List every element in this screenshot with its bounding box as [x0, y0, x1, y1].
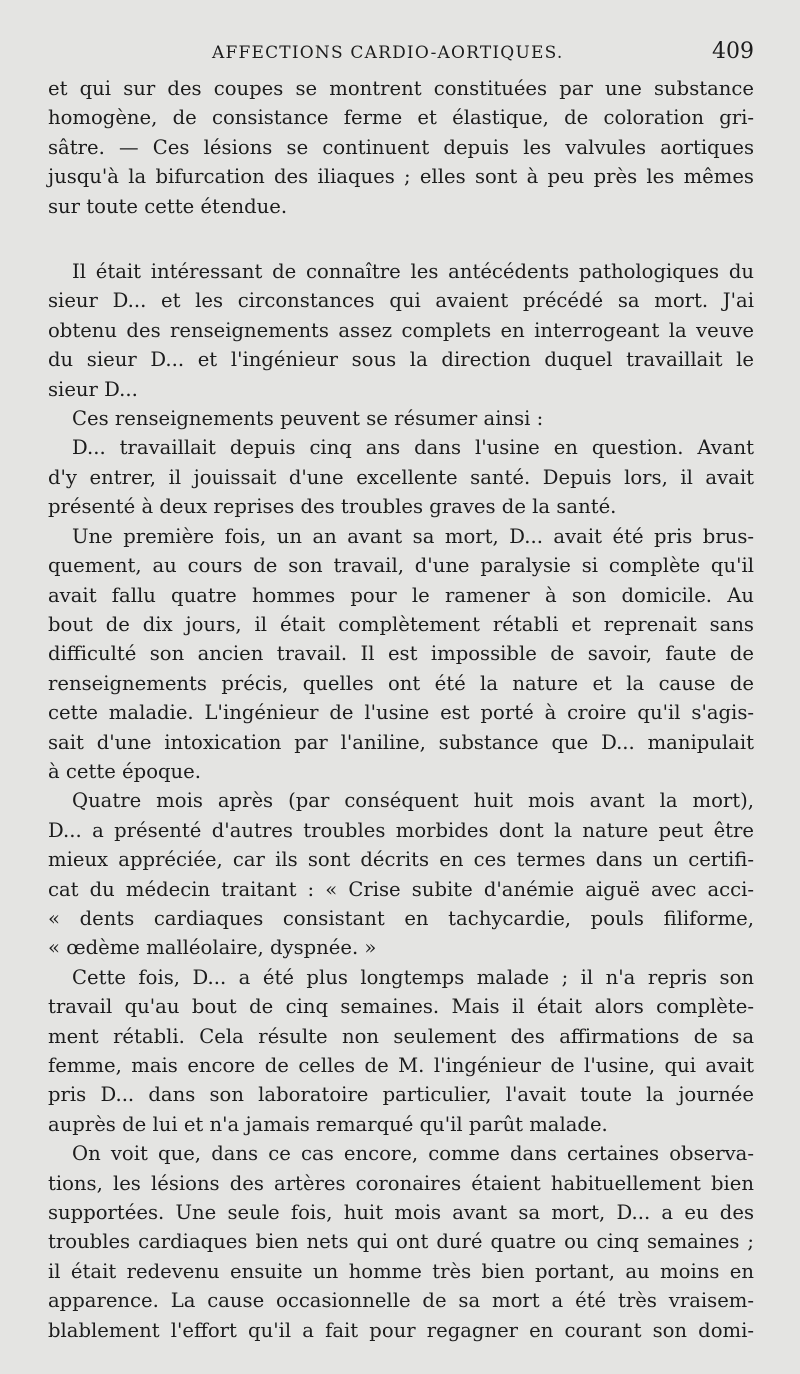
text-line: Une première fois, un an avant sa mort, D... avait été pris brus-	[72, 524, 754, 548]
running-head-title: AFFECTIONS CARDIO-AORTIQUES.	[212, 43, 564, 63]
text-line: cat du médecin traitant : « Crise subite d'anémie aiguë avec acci-	[48, 877, 754, 901]
text-line: « œdème malléolaire, dyspnée. »	[48, 936, 377, 960]
text-line: d'y entrer, il jouissait d'une excellente santé. Depuis lors, il avait	[48, 465, 754, 489]
text-line: blablement l'effort qu'il a fait pour regagner en courant son domi-	[48, 1318, 754, 1342]
text-line: Ces renseignements peuvent se résumer ainsi :	[72, 407, 544, 431]
text-line: du sieur D... et l'ingénieur sous la direction duquel travaillait le	[48, 348, 754, 372]
page-number: 409	[712, 39, 754, 64]
text-line: quement, au cours de son travail, d'une paralysie si complète qu'il	[48, 554, 754, 578]
text-line: obtenu des renseignements assez complets en interrogeant la veuve	[48, 318, 754, 342]
text-line: supportées. Une seule fois, huit mois avant sa mort, D... a eu des	[48, 1201, 754, 1225]
text-line: Il était intéressant de connaître les antécédents pathologiques du	[72, 260, 754, 284]
text-line: cette maladie. L'ingénieur de l'usine est porté à croire qu'il s'agis-	[48, 701, 754, 725]
text-line: sieur D... et les circonstances qui avaient précédé sa mort. J'ai	[48, 289, 754, 313]
paragraph-conclusion	[48, 1139, 754, 1345]
paragraph-work-history	[48, 433, 754, 521]
text-line: sur toute cette étendue.	[48, 194, 288, 218]
text-line: il était redevenu ensuite un homme très bien portant, au moins en	[48, 1259, 754, 1283]
text-line: renseignements précis, quelles ont été la nature et la cause de	[48, 671, 754, 695]
paragraph-recovery	[48, 963, 754, 1139]
text-line: ment rétabli. Cela résulte non seulement des affirmations de sa	[48, 1024, 754, 1048]
text-line: pris D... dans son laboratoire particulier, l'avait toute la journée	[48, 1083, 754, 1107]
text-line: travail qu'au bout de cinq semaines. Mais il était alors complète-	[48, 995, 754, 1019]
text-line: difficulté son ancien travail. Il est impossible de savoir, faute de	[48, 642, 754, 666]
text-line: sait d'une intoxication par l'aniline, substance que D... manipulait	[48, 730, 754, 754]
text-line: mieux appréciée, car ils sont décrits en ces termes dans un certifi-	[48, 848, 754, 872]
text-line: présenté à deux reprises des troubles graves de la santé.	[48, 495, 617, 519]
body-text	[48, 74, 754, 1345]
text-line: à cette époque.	[48, 759, 201, 783]
text-line: avait fallu quatre hommes pour le ramener à son domicile. Au	[48, 583, 754, 607]
text-line: jusqu'à la bifurcation des iliaques ; elles sont à peu près les mêmes	[48, 165, 754, 189]
text-line: On voit que, dans ce cas encore, comme dans certaines observa-	[72, 1142, 754, 1166]
text-line: bout de dix jours, il était complètement rétabli et reprenait sans	[48, 612, 754, 636]
paragraph-summary-intro	[48, 404, 754, 433]
text-line: sâtre. — Ces lésions se continuent depuis les valvules aortiques	[48, 135, 754, 159]
text-line: tions, les lésions des artères coronaires étaient habituellement bien	[48, 1171, 754, 1195]
running-head	[48, 38, 754, 74]
text-line: D... travaillait depuis cinq ans dans l'usine en question. Avant	[72, 436, 754, 460]
text-line: femme, mais encore de celles de M. l'ingénieur de l'usine, qui avait	[48, 1054, 754, 1077]
text-line: sieur D...	[48, 377, 138, 401]
text-line: auprès de lui et n'a jamais remarqué qu'il parût malade.	[48, 1112, 608, 1136]
text-line: « dents cardiaques consistant en tachycardie, pouls filiforme,	[48, 906, 754, 930]
paragraph-antecedents	[48, 257, 754, 404]
paragraph-lesions	[48, 74, 754, 221]
text-line: Quatre mois après (par conséquent huit mois avant la mort),	[72, 789, 754, 813]
text-line: D... a présenté d'autres troubles morbides dont la nature peut être	[48, 818, 754, 842]
text-line: et qui sur des coupes se montrent constituées par une substance	[48, 77, 754, 100]
paragraph-second-episode	[48, 786, 754, 962]
text-line: troubles cardiaques bien nets qui ont duré quatre ou cinq semaines ;	[48, 1230, 754, 1254]
text-line: apparence. La cause occasionnelle de sa mort a été très vraisem-	[48, 1289, 754, 1313]
paragraph-first-episode	[48, 522, 754, 787]
text-line: Cette fois, D... a été plus longtemps malade ; il n'a repris son	[72, 965, 754, 989]
text-line: homogène, de consistance ferme et élastique, de coloration gri-	[48, 106, 754, 130]
